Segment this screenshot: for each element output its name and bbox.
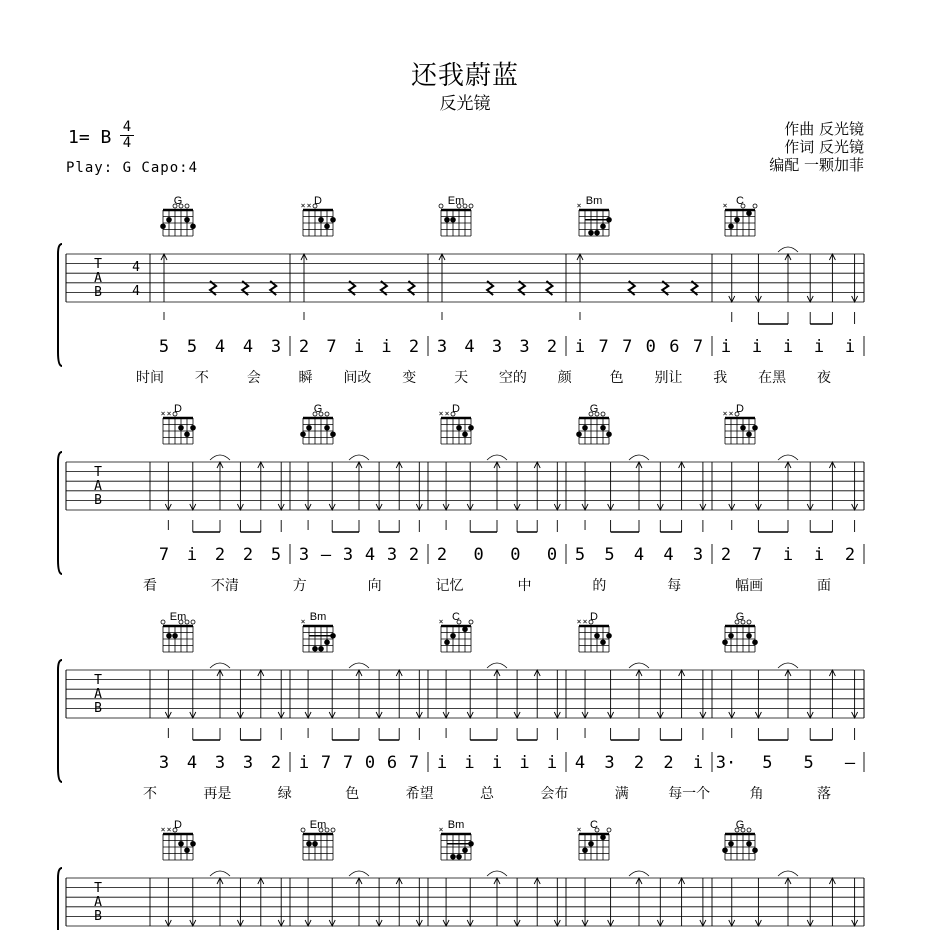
finger-dot	[600, 639, 606, 645]
chord-name: D	[314, 195, 322, 207]
finger-dot	[324, 639, 330, 645]
chord-diagram-g	[576, 403, 612, 444]
muted-mark: ×	[160, 825, 166, 834]
jianpu-note: 2	[720, 545, 732, 565]
finger-dot	[582, 847, 588, 853]
chord-name: C	[736, 195, 744, 207]
jianpu-note: 3	[270, 337, 282, 357]
finger-dot	[166, 217, 172, 223]
finger-dot	[594, 230, 600, 236]
jianpu-note: 3	[386, 545, 398, 565]
muted-mark: ×	[722, 201, 728, 210]
jianpu-note: 5	[574, 545, 586, 565]
finger-dot	[606, 633, 612, 639]
tie	[778, 455, 798, 460]
jianpu-note: i	[751, 337, 763, 357]
jianpu-note: i	[436, 753, 448, 773]
finger-dot	[746, 210, 752, 216]
jianpu-note: 7	[622, 337, 633, 357]
muted-mark: ×	[306, 201, 312, 210]
chord-diagram-c	[439, 611, 473, 652]
time-signature-bottom: 4	[122, 135, 132, 151]
muted-mark: ×	[438, 825, 444, 834]
chord-diagram-g	[722, 819, 758, 860]
finger-dot	[728, 841, 734, 847]
chord-name: C	[452, 611, 460, 623]
muted-mark: ×	[444, 409, 450, 418]
jianpu-note: 2	[633, 753, 645, 773]
chord-name: D	[452, 403, 460, 415]
chord-name: G	[313, 403, 323, 415]
muted-mark: ×	[438, 617, 444, 626]
muted-mark: ×	[582, 617, 588, 626]
finger-dot	[330, 431, 336, 437]
credit-arranger: 编配 一颗加菲	[769, 156, 864, 174]
finger-dot	[746, 431, 752, 437]
chord-diagram-bm	[577, 195, 612, 236]
lyric-word: 会	[246, 370, 261, 386]
lyric-word: 会布	[540, 786, 569, 802]
jianpu-note: 0	[473, 545, 484, 565]
jianpu-note: i	[546, 753, 558, 773]
lyric-word: 落	[817, 786, 831, 802]
finger-dot	[184, 217, 190, 223]
lyric-word: 角	[749, 786, 764, 802]
tab-time-bottom: 4	[132, 284, 140, 299]
chord-diagram-bm	[301, 611, 336, 652]
jianpu-note: 5	[186, 337, 198, 357]
chord-diagram-d	[577, 611, 612, 652]
finger-dot	[600, 834, 606, 840]
tie	[487, 871, 507, 876]
tie	[629, 871, 649, 876]
finger-dot	[462, 431, 468, 437]
lyric-word: 不	[194, 370, 209, 386]
finger-dot	[600, 425, 606, 431]
finger-dot	[306, 841, 312, 847]
jianpu-note: 3	[604, 753, 615, 773]
open-mark	[439, 204, 443, 208]
finger-dot	[450, 854, 456, 860]
tie	[210, 455, 230, 460]
jianpu-note: 2	[436, 545, 448, 565]
tab-letter: B	[94, 493, 102, 508]
chord-diagram-em	[161, 611, 195, 652]
lyric-word: 绿	[277, 786, 292, 802]
finger-dot	[166, 633, 172, 639]
time-signature-top: 4	[122, 119, 132, 135]
system-brace	[58, 660, 62, 782]
finger-dot	[722, 639, 728, 645]
finger-dot	[600, 223, 606, 229]
jianpu-note: 3	[298, 545, 310, 565]
jianpu-note: 3	[242, 753, 254, 773]
tie	[778, 663, 798, 668]
chord-diagram-d	[161, 403, 196, 444]
lyric-word: 天	[454, 370, 469, 386]
chord-name: D	[174, 403, 182, 415]
tab-letter: A	[94, 479, 102, 494]
finger-dot	[318, 646, 324, 652]
system-brace	[58, 868, 62, 930]
finger-dot	[300, 431, 306, 437]
muted-mark: ×	[300, 201, 306, 210]
lyric-word: 每一个	[668, 786, 711, 802]
song-title: 还我蔚蓝	[410, 61, 519, 91]
tab-letter: T	[94, 673, 102, 688]
jianpu-note: 2	[844, 545, 856, 565]
finger-dot	[468, 425, 474, 431]
jianpu-note: 5	[604, 545, 615, 565]
jianpu-note: 2	[242, 545, 254, 565]
finger-dot	[184, 431, 190, 437]
chord-diagram-g	[160, 195, 196, 236]
lyric-word: 间改	[343, 370, 372, 386]
finger-dot	[178, 841, 184, 847]
lyric-word: 中	[517, 578, 532, 594]
credit-composer: 作曲 反光镜	[784, 120, 864, 138]
chord-diagram-d	[301, 195, 336, 236]
jianpu-note: 2	[663, 753, 674, 773]
lyric-word: 的	[592, 578, 607, 594]
jianpu-note: 4	[242, 337, 254, 357]
finger-dot	[318, 217, 324, 223]
tab-letter: A	[94, 895, 102, 910]
finger-dot	[722, 847, 728, 853]
credit-lyricist: 作词 反光镜	[784, 138, 864, 156]
finger-dot	[330, 633, 336, 639]
lyric-word: 希望	[405, 786, 434, 802]
chord-diagram-em	[439, 195, 473, 236]
jianpu-note: 2	[214, 545, 226, 565]
finger-dot	[190, 223, 196, 229]
chord-name: D	[736, 403, 744, 415]
finger-dot	[728, 223, 734, 229]
tab-time-top: 4	[132, 260, 140, 275]
chord-name: G	[589, 403, 599, 415]
finger-dot	[462, 847, 468, 853]
finger-dot	[734, 217, 740, 223]
jianpu-note: i	[813, 337, 825, 357]
lyric-word: 别让	[654, 370, 683, 386]
tie	[349, 455, 369, 460]
jianpu-note: i	[298, 753, 310, 773]
lyric-word: 记忆	[435, 578, 464, 594]
tie	[349, 663, 369, 668]
lyric-word: 方	[292, 578, 307, 594]
chord-diagram-bm	[439, 819, 474, 860]
finger-dot	[178, 425, 184, 431]
finger-dot	[456, 425, 462, 431]
jianpu-note: 7	[692, 337, 704, 357]
jianpu-note: 5	[803, 753, 814, 773]
lyric-word: 空的	[498, 370, 527, 386]
jianpu-note: 5	[158, 337, 170, 357]
jianpu-note: i	[186, 545, 198, 565]
open-mark	[331, 828, 335, 832]
finger-dot	[312, 646, 318, 652]
jianpu-note: 4	[186, 753, 198, 773]
jianpu-note: 7	[158, 545, 170, 565]
lyric-word: 在黑	[758, 370, 787, 386]
lyric-word: 颜	[557, 370, 572, 386]
finger-dot	[184, 847, 190, 853]
tab-system	[58, 195, 864, 386]
jianpu-note: 3	[214, 753, 226, 773]
tie	[778, 871, 798, 876]
finger-dot	[462, 626, 468, 632]
play-capo-info: Play: G Capo:4	[66, 160, 199, 176]
jianpu-note: 7	[408, 753, 420, 773]
jianpu-note: i	[844, 337, 856, 357]
jianpu-note: 4	[633, 545, 645, 565]
lyric-word: 面	[817, 578, 831, 594]
finger-dot	[740, 425, 746, 431]
tie	[629, 455, 649, 460]
jianpu-note: 7	[751, 545, 763, 565]
jianpu-note: i	[491, 753, 503, 773]
finger-dot	[306, 425, 312, 431]
lyric-word: 变	[402, 370, 417, 386]
jianpu-note: i	[720, 337, 732, 357]
key-signature: 1= B	[68, 127, 112, 148]
system-brace	[58, 244, 62, 366]
open-mark	[601, 412, 605, 416]
tab-letter: T	[94, 465, 102, 480]
jianpu-note: 7	[598, 337, 609, 357]
open-mark	[161, 620, 165, 624]
finger-dot	[160, 223, 166, 229]
finger-dot	[752, 425, 758, 431]
chord-diagram-g	[300, 403, 336, 444]
jianpu-note: 4	[464, 337, 475, 357]
finger-dot	[728, 633, 734, 639]
tab-system	[58, 819, 864, 930]
muted-mark: ×	[728, 409, 734, 418]
tie	[487, 663, 507, 668]
finger-dot	[324, 223, 330, 229]
muted-mark: ×	[576, 201, 582, 210]
lyric-word: 总	[480, 786, 494, 802]
muted-mark: ×	[300, 617, 306, 626]
chord-name: C	[590, 819, 598, 831]
chord-diagram-d	[439, 403, 474, 444]
finger-dot	[576, 431, 582, 437]
lyric-word: 瞬	[298, 370, 313, 386]
jianpu-note: 0	[364, 753, 376, 773]
open-mark	[747, 620, 751, 624]
finger-dot	[468, 841, 474, 847]
chord-name: Em	[309, 819, 327, 831]
finger-dot	[746, 841, 752, 847]
jianpu-note: i	[692, 753, 704, 773]
open-mark	[469, 620, 473, 624]
finger-dot	[444, 217, 450, 223]
jianpu-note: 2	[408, 545, 420, 565]
tab-letter: T	[94, 257, 102, 272]
finger-dot	[330, 217, 336, 223]
tie	[349, 871, 369, 876]
jianpu-note: 4	[574, 753, 586, 773]
open-mark	[607, 828, 611, 832]
chord-name: D	[174, 819, 182, 831]
finger-dot	[752, 639, 758, 645]
chord-diagram-g	[722, 611, 758, 652]
chord-diagram-c	[577, 819, 611, 860]
chord-diagram-d	[723, 403, 758, 444]
jianpu-note: i	[782, 545, 794, 565]
finger-dot	[172, 633, 178, 639]
jianpu-note: 2	[298, 337, 310, 357]
finger-dot	[588, 841, 594, 847]
lyric-word: 幅画	[735, 578, 764, 594]
open-mark	[325, 412, 329, 416]
chord-name: Bm	[585, 195, 603, 207]
jianpu-note: 5	[270, 545, 282, 565]
lyric-word: 满	[614, 786, 629, 802]
jianpu-note: 4	[663, 545, 674, 565]
jianpu-note: 7	[326, 337, 337, 357]
jianpu-note: 2	[546, 337, 558, 357]
finger-dot	[606, 431, 612, 437]
tie	[629, 663, 649, 668]
finger-dot	[190, 425, 196, 431]
jianpu-note: i	[381, 337, 392, 357]
jianpu-note: 3	[491, 337, 503, 357]
chord-name: Bm	[447, 819, 465, 831]
lyric-word: 色	[345, 786, 360, 802]
jianpu-note: 4	[214, 337, 226, 357]
jianpu-note: 3	[342, 545, 354, 565]
tab-letter: B	[94, 909, 102, 924]
chord-diagram-d	[161, 819, 196, 860]
muted-mark: ×	[722, 409, 728, 418]
open-mark	[185, 204, 189, 208]
chord-name: D	[590, 611, 598, 623]
open-mark	[753, 204, 757, 208]
jianpu-note: 2	[270, 753, 282, 773]
jianpu-note: 0	[546, 545, 558, 565]
jianpu-note: 5	[762, 753, 773, 773]
jianpu-note: 4	[364, 545, 376, 565]
lyric-word: 夜	[817, 370, 831, 386]
tab-letter: A	[94, 687, 102, 702]
jianpu-note: i	[519, 753, 530, 773]
finger-dot	[190, 841, 196, 847]
jianpu-note: 3	[519, 337, 530, 357]
lyric-word: 我	[713, 370, 728, 386]
finger-dot	[582, 425, 588, 431]
muted-mark: ×	[166, 409, 172, 418]
finger-dot	[324, 425, 330, 431]
lyric-word: 时间	[136, 370, 164, 386]
jianpu-note: 3	[692, 545, 704, 565]
jianpu-note: 7	[342, 753, 354, 773]
jianpu-note: 2	[408, 337, 420, 357]
chord-name: G	[173, 195, 183, 207]
chord-name: Em	[169, 611, 187, 623]
lyric-word: 再是	[203, 786, 232, 802]
chord-name: G	[735, 819, 745, 831]
open-mark	[747, 828, 751, 832]
finger-dot	[444, 639, 450, 645]
jianpu-note: 6	[669, 337, 680, 357]
muted-mark: ×	[166, 825, 172, 834]
jianpu-note: 6	[386, 753, 398, 773]
chord-name: Bm	[309, 611, 327, 623]
finger-dot	[450, 217, 456, 223]
song-artist: 反光镜	[439, 94, 491, 114]
muted-mark: ×	[576, 617, 582, 626]
tab-letter: B	[94, 285, 102, 300]
muted-mark: ×	[576, 825, 582, 834]
chord-diagram-c	[723, 195, 757, 236]
jianpu-note: 0	[645, 337, 656, 357]
chord-name: G	[735, 611, 745, 623]
tab-letter: A	[94, 271, 102, 286]
muted-mark: ×	[438, 409, 444, 418]
jianpu-note: 3·	[715, 753, 737, 773]
tab-letter: T	[94, 881, 102, 896]
finger-dot	[746, 633, 752, 639]
finger-dot	[594, 633, 600, 639]
jianpu-note: 7	[320, 753, 332, 773]
finger-dot	[752, 847, 758, 853]
tab-system	[58, 611, 864, 802]
tie	[210, 871, 230, 876]
jianpu-note: i	[464, 753, 475, 773]
chord-diagram-em	[301, 819, 335, 860]
jianpu-note: –	[844, 753, 856, 773]
muted-mark: ×	[160, 409, 166, 418]
finger-dot	[606, 217, 612, 223]
jianpu-note: 3	[436, 337, 448, 357]
open-mark	[191, 620, 195, 624]
finger-dot	[456, 854, 462, 860]
tie	[778, 247, 798, 252]
tie	[210, 663, 230, 668]
tab-letter: B	[94, 701, 102, 716]
lyric-word: 向	[367, 578, 382, 594]
jianpu-note: 3	[158, 753, 170, 773]
lyric-word: 每	[667, 578, 682, 594]
jianpu-note: –	[320, 545, 332, 565]
tie	[487, 455, 507, 460]
jianpu-note: i	[813, 545, 825, 565]
jianpu-note: i	[574, 337, 586, 357]
open-mark	[469, 204, 473, 208]
jianpu-note: i	[782, 337, 794, 357]
open-mark	[301, 828, 305, 832]
lyric-word: 色	[609, 370, 624, 386]
lyric-word: 不	[143, 786, 157, 802]
system-brace	[58, 452, 62, 574]
finger-dot	[312, 841, 318, 847]
tab-system	[58, 403, 864, 594]
finger-dot	[450, 633, 456, 639]
finger-dot	[588, 230, 594, 236]
lyric-word: 看	[143, 578, 157, 594]
chord-name: Em	[447, 195, 465, 207]
jianpu-note: 0	[510, 545, 521, 565]
lyric-word: 不清	[210, 578, 239, 594]
jianpu-note: i	[353, 337, 365, 357]
